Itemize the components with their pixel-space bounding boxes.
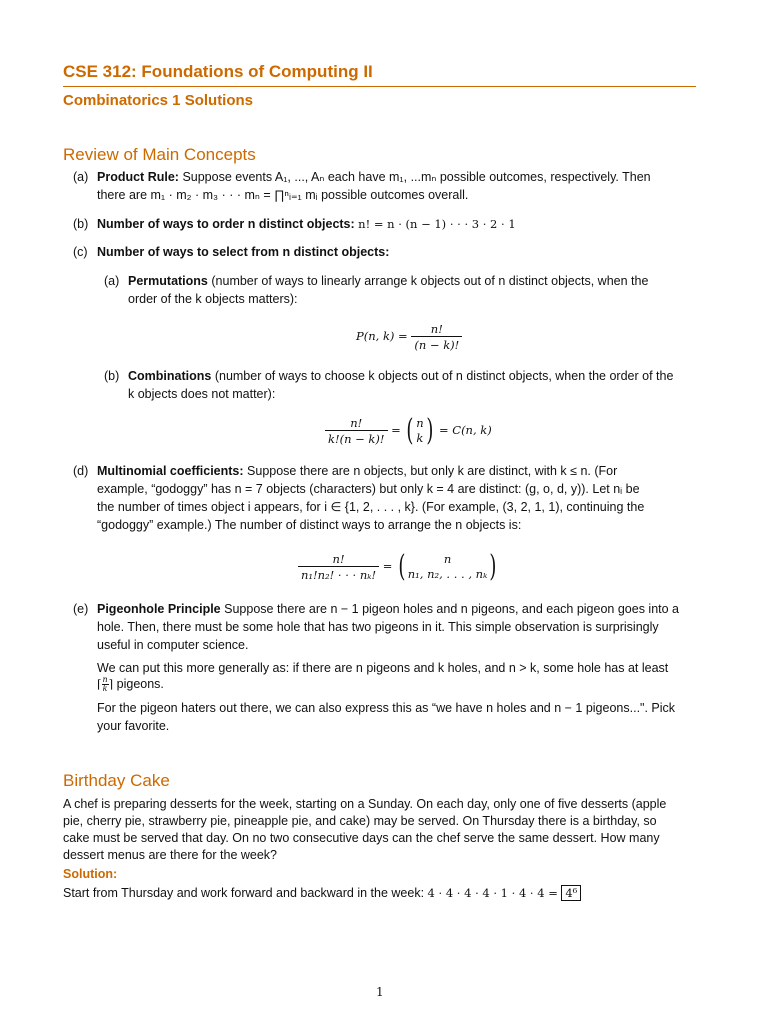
- ordering-equation: n! = n · (n − 1) · · · 3 · 2 · 1: [358, 217, 516, 231]
- perm-line1: [128, 273, 648, 290]
- pigeonhole-text-3: useful in computer science.: [97, 638, 249, 652]
- item-e-line1: [97, 601, 679, 618]
- product-rule-text-1: Suppose events A₁, ..., Aₙ each have m₁, ...mₙ possible outcomes, respectively. Then: [182, 170, 651, 184]
- comb-fraction: [325, 416, 388, 446]
- comb-text-2: k objects does not matter):: [128, 387, 276, 401]
- perm-term: Permutations: [128, 274, 208, 288]
- multi-numerator: n!: [332, 552, 345, 566]
- multi-fraction: [298, 552, 379, 582]
- comb-term: Combinations: [128, 369, 212, 383]
- multinomial-term: Multinomial coefficients:: [97, 464, 244, 478]
- solution-text: Start from Thursday and work forward and backward in the week:: [63, 886, 425, 900]
- ceil-fraction: [102, 676, 109, 693]
- comb-denominator: k!(n − k)!: [325, 430, 388, 446]
- comb-equals: =: [391, 423, 401, 437]
- item-e-label: (e): [73, 602, 89, 616]
- comb-text-1: (number of ways to choose k objects out of n distinct objects, when the order of the: [214, 369, 674, 383]
- item-c-label: (c): [73, 245, 88, 259]
- birthday-text-3: cake must be served that day. On no two consecutive days can the chef serve the same dessert. How many: [63, 831, 660, 845]
- pigeonhole-text-2: hole. Then, there must be some hole that has two pigeons in it. This simple observation is surprisingly: [97, 620, 659, 634]
- birthday-text-1: A chef is preparing desserts for the week, starting on a Sunday. On each day, only one of five desserts (apple: [63, 797, 667, 811]
- multi-binom-top: n: [443, 552, 452, 566]
- review-heading: Review of Main Concepts: [63, 145, 256, 164]
- multi-left-paren: (: [398, 549, 406, 584]
- perm-formula: [356, 322, 462, 352]
- pigeonhole-term: Pigeonhole Principle: [97, 602, 221, 616]
- comb-line1: [128, 368, 673, 385]
- title-rule: [63, 86, 696, 87]
- pigeonhole-text-4: We can put this more generally as: if there are n pigeons and k holes, and n > k, some hole has at least: [97, 661, 669, 675]
- comb-formula: [325, 413, 492, 448]
- multinomial-text-4: “godoggy” example.) The number of distinct ways to arrange the n objects is:: [97, 518, 522, 532]
- multinomial-text-2: example, “godoggy” has n = 7 objects (characters) but only k = 4 are distinct: (g, o, d, y)). Let nᵢ be: [97, 482, 640, 496]
- item-b-line: [97, 216, 516, 233]
- comb-label: (b): [104, 369, 120, 383]
- ceil-right: ⌉: [108, 677, 114, 691]
- item-a-line1: [97, 169, 651, 186]
- ceil-numerator: n: [102, 675, 108, 685]
- perm-label: (a): [104, 274, 120, 288]
- selection-term: Number of ways to select from n distinct objects:: [97, 245, 390, 259]
- solution-line: [63, 885, 581, 902]
- item-d-line1: [97, 463, 617, 480]
- item-a-label: (a): [73, 170, 89, 184]
- birthday-heading: Birthday Cake: [63, 771, 170, 790]
- multinomial-text-3: the number of times object i appears, for i ∈ {1, 2, . . . , k}. (For example, (3, 2, 1, 1), continuing the: [97, 500, 645, 514]
- page-title: CSE 312: Foundations of Computing II: [63, 62, 373, 81]
- product-rule-term: Product Rule:: [97, 170, 179, 184]
- pigeonhole-text-6: For the pigeon haters out there, we can also express this as “we have n holes and n − 1 pigeons...". Pick: [97, 701, 676, 715]
- birthday-text-2: pie, cherry pie, strawberry pie, pineapple pie, and cake) may be served. On Thursday there is a birthday, so: [63, 814, 657, 828]
- pigeonhole-text-7: your favorite.: [97, 719, 170, 733]
- multi-binomial: [408, 552, 488, 582]
- birthday-text-4: dessert menus are there for the week?: [63, 848, 278, 862]
- multi-equals: =: [382, 559, 393, 573]
- perm-denominator: (n − k)!: [411, 336, 462, 352]
- multinomial-formula: [298, 549, 499, 584]
- ordering-term: Number of ways to order n distinct objects:: [97, 217, 355, 231]
- pigeonhole-text-1: Suppose there are n − 1 pigeon holes and n pigeons, and each pigeon goes into a: [224, 602, 679, 616]
- multi-binom-bottom: n₁, n₂, . . . , nₖ: [407, 567, 488, 581]
- perm-text-1: (number of ways to linearly arrange k objects out of n distinct objects, when the: [211, 274, 649, 288]
- item-d-label: (d): [73, 464, 89, 478]
- comb-left-paren: (: [406, 413, 414, 448]
- pigeonhole-text-5: pigeons.: [116, 677, 164, 691]
- multi-denominator: n₁!n₂! · · · nₖ!: [298, 566, 379, 582]
- page-subtitle: Combinatorics 1 Solutions: [63, 92, 254, 109]
- solution-label: Solution:: [63, 867, 118, 881]
- comb-binom-top: n: [416, 416, 424, 430]
- ceil-left: ⌈: [97, 677, 102, 691]
- perm-numerator: n!: [430, 322, 443, 336]
- item-b-label: (b): [73, 217, 89, 231]
- perm-formula-lhs: P(n, k) =: [356, 329, 408, 343]
- multi-right-paren: ): [489, 549, 497, 584]
- solution-answer-box: 4⁶: [561, 885, 581, 901]
- product-rule-text-2: there are m₁ · m₂ · m₃ · · · mₙ = ∏ⁿᵢ₌₁ mᵢ possible outcomes overall.: [97, 188, 469, 202]
- perm-fraction: [411, 322, 462, 352]
- perm-text-2: order of the k objects matters):: [128, 292, 298, 306]
- comb-rhs: = C(n, k): [438, 423, 492, 437]
- multinomial-text-1: Suppose there are n objects, but only k are distinct, with k ≤ n. (For: [247, 464, 618, 478]
- comb-numerator: n!: [350, 416, 363, 430]
- comb-right-paren: ): [425, 413, 433, 448]
- pigeonhole-ceil-line: [97, 676, 164, 693]
- comb-binomial: [416, 416, 423, 446]
- solution-expression: 4 · 4 · 4 · 4 · 1 · 4 · 4 =: [427, 886, 558, 900]
- comb-binom-bottom: k: [416, 431, 424, 445]
- page-number: 1: [376, 985, 384, 999]
- ceil-denominator: k: [102, 684, 108, 694]
